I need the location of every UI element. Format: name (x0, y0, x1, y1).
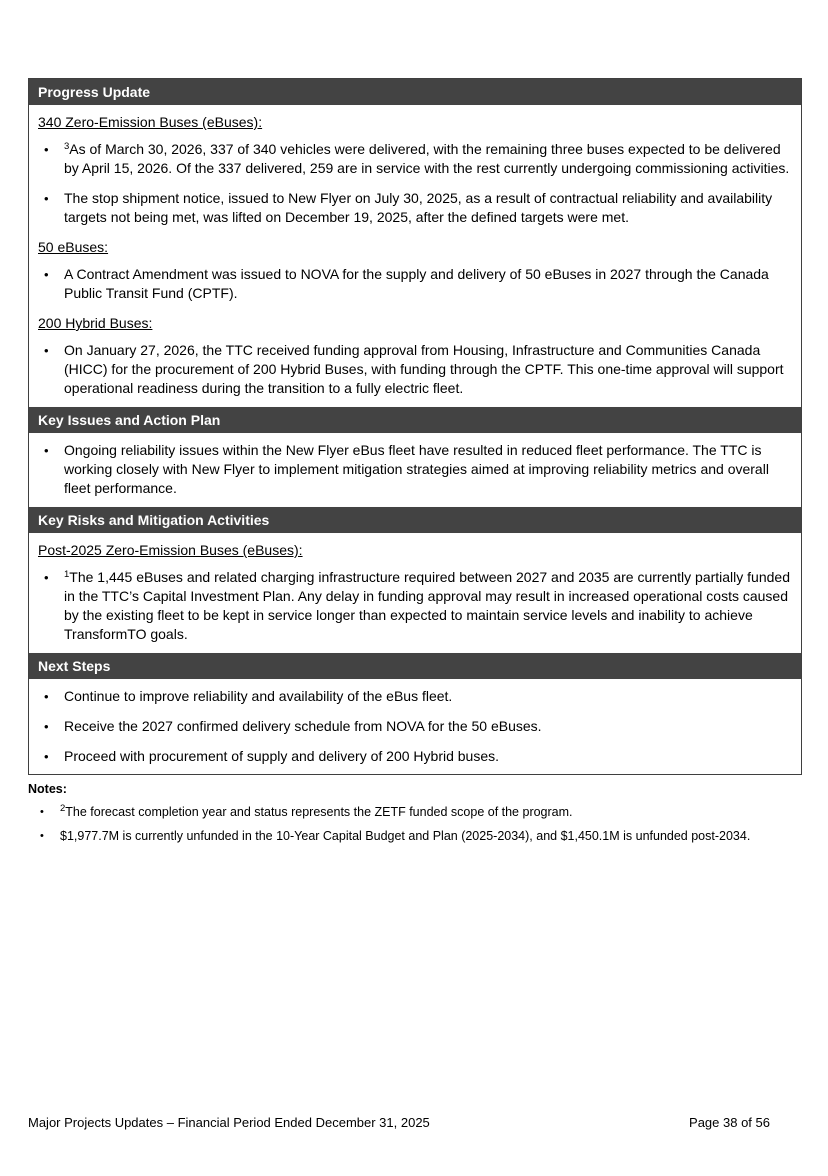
bullet-marker-icon: • (44, 570, 49, 585)
bullet-text: Continue to improve reliability and availability of the eBus fleet. (64, 688, 453, 704)
footer-page-number: Page 38 of 56 (689, 1115, 770, 1130)
bullet-marker-icon: • (40, 805, 44, 818)
section-title: Progress Update (38, 84, 151, 100)
page-content (28, 78, 802, 853)
bullet-text: Receive the 2027 confirmed delivery schedule from NOVA for the 50 eBuses. (64, 718, 542, 734)
bullet-text (64, 568, 792, 644)
section-header-key-issues (29, 406, 801, 434)
bullet-text-body: The 1,445 eBuses and related charging infrastructure required between 2027 and 2035 are currently partially funded in the TTC’s Capital Investment Plan. Any delay in funding approval may result in increased operational costs caused by the existing fleet to be kept in service longer than expected to maintain service levels and inability to achieve TransformTO goals. (64, 569, 790, 642)
subheading-post-2025-ebuses: Post-2025 Zero-Emission Buses (eBuses): (38, 542, 303, 558)
note-text: $1,977.7M is currently unfunded in the 10-Year Capital Budget and Plan (2025-2034), and $1,450.1M is unfunded post-2034. (60, 829, 751, 843)
bullet-text-body: As of March 30, 2026, 337 of 340 vehicles were delivered, with the remaining three buses expected to be delivered by April 15, 2026. Of the 337 delivered, 259 are in service with the rest currently undergoing commissioning activities. (64, 141, 790, 176)
bullet-item (38, 265, 792, 303)
bullet-item (38, 717, 792, 736)
note-item (28, 804, 768, 821)
section-header-progress-update (29, 79, 801, 106)
bullet-marker-icon: • (44, 749, 49, 764)
bullet-marker-icon: • (44, 191, 49, 206)
bullet-text: The stop shipment notice, issued to New Flyer on July 30, 2025, as a result of contractual reliability and availability targets not being met, was lifted on December 19, 2025, after the defined targets were met. (64, 190, 773, 225)
bullet-item (38, 747, 792, 766)
notes-section (28, 781, 768, 845)
bullet-text: Ongoing reliability issues within the New Flyer eBus fleet have resulted in reduced fleet performance. The TTC is working closely with New Flyer to implement mitigation strategies aimed at improving reliability metrics and overall fleet performance. (64, 442, 769, 496)
note-text-body: The forecast completion year and status represents the ZETF funded scope of the program. (65, 804, 573, 819)
bullet-marker-icon: • (44, 142, 49, 157)
section-header-next-steps (29, 652, 801, 680)
note-text (60, 804, 768, 821)
bullet-item (38, 341, 792, 398)
bullet-marker-icon: • (44, 443, 49, 458)
bullet-item (38, 568, 792, 644)
subheading-50-ebuses: 50 eBuses: (38, 239, 109, 255)
subheading-200-hybrid-buses: 200 Hybrid Buses: (38, 315, 153, 331)
bullet-marker-icon: • (44, 343, 49, 358)
footer-document-title: Major Projects Updates – Financial Period Ended December 31, 2025 (28, 1115, 430, 1130)
footnote-ref-3: 3 (64, 141, 70, 152)
major-project-status-table (28, 78, 802, 775)
section-body-next-steps (29, 680, 801, 774)
footnote-ref-2: 2 (60, 802, 66, 814)
bullet-marker-icon: • (44, 719, 49, 734)
bullet-marker-icon: • (44, 267, 49, 282)
bullet-item (38, 441, 792, 498)
bullet-item (38, 687, 792, 706)
bullet-text: A Contract Amendment was issued to NOVA for the supply and delivery of 50 eBuses in 2027 through the Canada Public Transit Fund (CPTF). (64, 266, 769, 301)
subheading-340-ebuses: 340 Zero-Emission Buses (eBuses): (38, 114, 263, 130)
note-item (28, 828, 768, 845)
section-body-key-issues (29, 434, 801, 506)
bullet-text: Proceed with procurement of supply and delivery of 200 Hybrid buses. (64, 748, 500, 764)
footnote-ref-1: 1 (64, 569, 70, 580)
bullet-item (38, 189, 792, 227)
bullet-marker-icon: • (44, 689, 49, 704)
page-footer (28, 1114, 770, 1131)
section-body-key-risks (29, 534, 801, 652)
bullet-text (64, 140, 792, 178)
bullet-item (38, 140, 792, 178)
notes-label: Notes: (28, 782, 67, 796)
bullet-marker-icon: • (40, 830, 44, 842)
bullet-text: On January 27, 2026, the TTC received funding approval from Housing, Infrastructure and Communities Canada (HICC) for the procurement of 200 Hybrid Buses, with funding through the CPTF. This one-time approval will support operational readiness during the transition to a fully electric fleet. (64, 342, 784, 396)
section-body-progress-update (29, 106, 801, 406)
section-title: Key Issues and Action Plan (38, 412, 221, 428)
section-header-key-risks (29, 506, 801, 534)
section-title: Key Risks and Mitigation Activities (38, 512, 270, 528)
section-title: Next Steps (38, 658, 111, 674)
